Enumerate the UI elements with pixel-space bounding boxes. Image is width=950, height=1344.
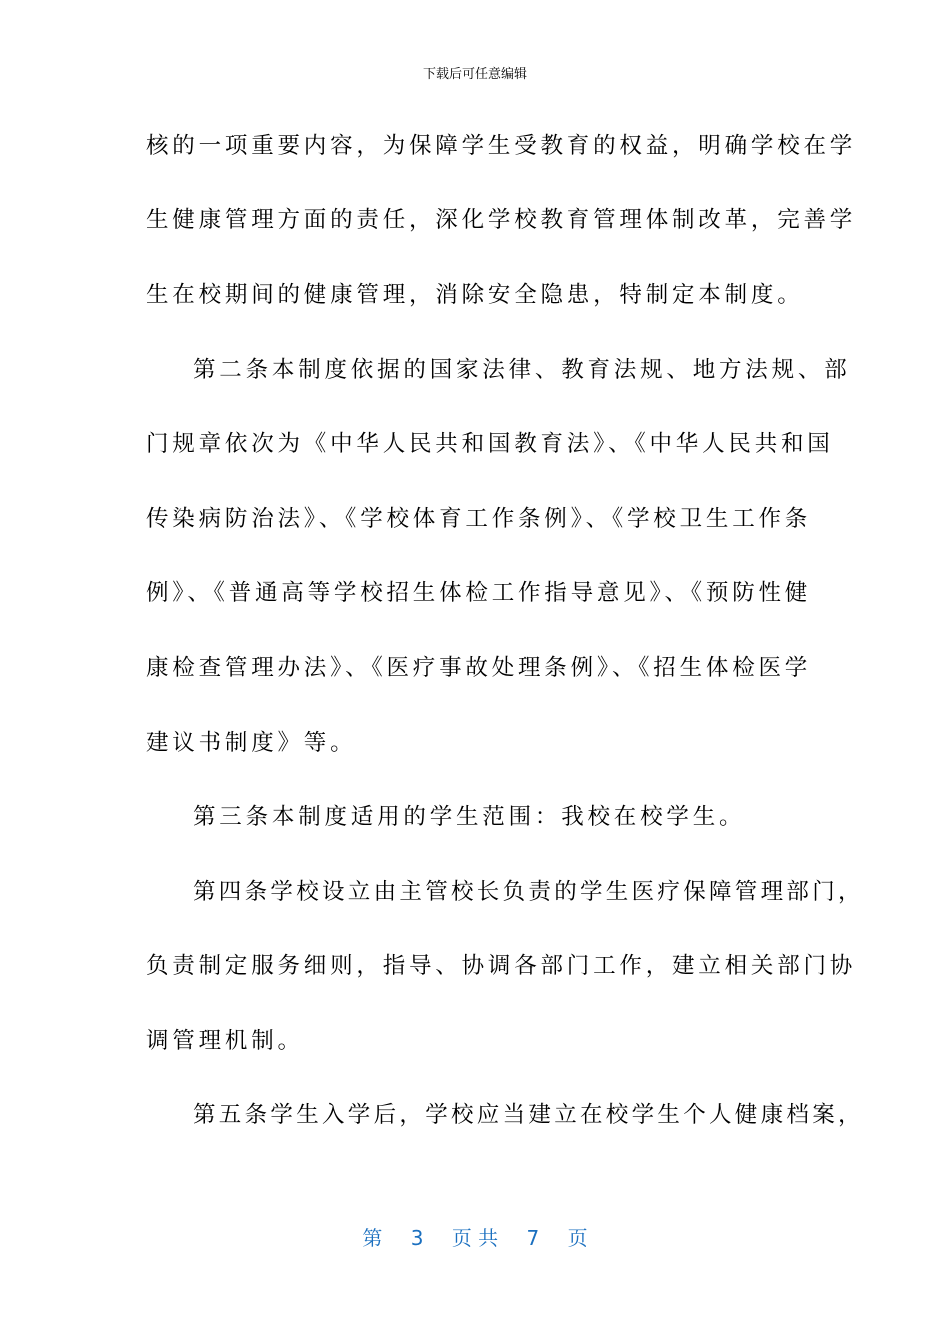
body-line-5: 门规章依次为《中华人民共和国教育法》、《中华人民共和国 — [146, 431, 834, 457]
body-line-7: 例》、《普通高等学校招生体检工作指导意见》、《预防性健 — [146, 580, 812, 606]
footer-ye-gong: 页 共 — [451, 1226, 499, 1250]
body-line-3: 生在校期间的健康管理，消除安全隐患，特制定本制度。 — [146, 282, 804, 308]
body-line-8: 康检查管理办法》、《医疗事故处理条例》、《招生体检医学 — [146, 655, 812, 681]
footer-di: 第 — [362, 1226, 383, 1250]
header-note: 下载后可任意编辑 — [422, 67, 527, 82]
body-line-11: 第四条学校设立由主管校长负责的学生医疗保障管理部门， — [193, 879, 864, 905]
page-footer — [0, 1225, 950, 1251]
footer-total-pages: 7 — [526, 1226, 540, 1250]
body-line-2: 生健康管理方面的责任，深化学校教育管理体制改革，完善学 — [146, 207, 857, 233]
body-line-4: 第二条本制度依据的国家法律、教育法规、地方法规、部 — [193, 357, 851, 383]
body-line-10: 第三条本制度适用的学生范围：我校在校学生。 — [193, 804, 746, 830]
footer-current-page: 3 — [410, 1226, 424, 1250]
body-line-12: 负责制定服务细则，指导、协调各部门工作，建立相关部门协 — [146, 953, 857, 979]
body-line-6: 传染病防治法》、《学校体育工作条例》、《学校卫生工作条 — [146, 506, 812, 532]
body-line-14: 第五条学生入学后，学校应当建立在校学生个人健康档案， — [193, 1102, 864, 1128]
body-line-1: 核的一项重要内容，为保障学生受教育的权益，明确学校在学 — [146, 133, 857, 159]
body-line-9: 建议书制度》等。 — [146, 730, 357, 756]
body-line-13: 调管理机制。 — [146, 1028, 304, 1054]
footer-ye: 页 — [567, 1226, 588, 1250]
